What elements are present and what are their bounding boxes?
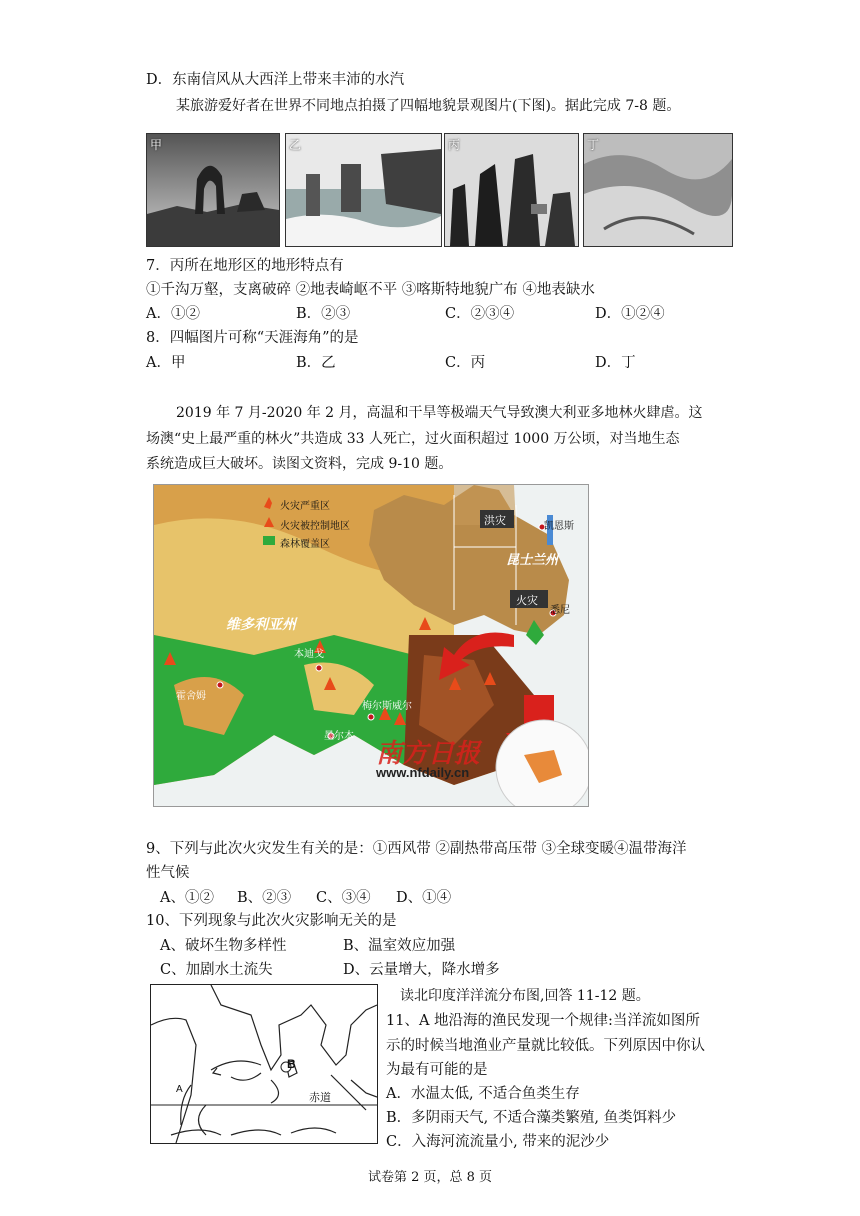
label-fire: 火灾 bbox=[516, 595, 538, 607]
q8-option-d[interactable]: D．丁 bbox=[595, 355, 636, 371]
city-horsham: 霍舍姆 bbox=[176, 691, 206, 702]
q7-option-d[interactable]: D．①②④ bbox=[595, 306, 665, 322]
q8-option-b[interactable]: B．乙 bbox=[296, 355, 336, 371]
q9-option-b[interactable]: B、②③ bbox=[237, 890, 292, 906]
city-marysville: 梅尔斯威尔 bbox=[362, 701, 412, 712]
q9-stem-line2: 性气候 bbox=[146, 865, 190, 881]
intro-9-10-line2: 场澳“史上最严重的林火”共造成 33 人死亡，过火面积超过 1000 万公顷，对当地生态 bbox=[146, 431, 680, 447]
city-cairns: 凯恩斯 bbox=[544, 521, 574, 532]
legend-controlled: 火灾被控制地区 bbox=[280, 521, 350, 532]
label-b: B bbox=[287, 1057, 296, 1071]
q7-option-a[interactable]: A．①② bbox=[146, 306, 200, 322]
indian-ocean-current-map bbox=[150, 984, 378, 1144]
label-equator: 赤道 bbox=[309, 1092, 331, 1104]
label-queensland: 昆士兰州 bbox=[506, 552, 559, 567]
photo-jia bbox=[146, 133, 280, 247]
q7-option-b[interactable]: B．②③ bbox=[296, 306, 351, 322]
intro-11-12: 读北印度洋洋流分布图,回答 11-12 题。 bbox=[400, 988, 650, 1004]
q11-stem-line3: 为最有可能的是 bbox=[386, 1062, 488, 1078]
label-flood: 洪灾 bbox=[484, 515, 506, 527]
photo-label: 丙 bbox=[448, 138, 461, 152]
q9-stem-line1: 9、下列与此次火灾发生有关的是：①西风带 ②副热带高压带 ③全球变暖④温带海洋 bbox=[146, 841, 687, 857]
photo-label: 甲 bbox=[150, 138, 163, 152]
page-footer: 试卷第 2 页，总 8 页 bbox=[367, 1170, 493, 1185]
photo-label: 丁 bbox=[587, 138, 600, 152]
q10-option-c[interactable]: C、加剧水土流失 bbox=[160, 962, 273, 978]
legend-severe: 火灾严重区 bbox=[280, 501, 330, 512]
q7-items: ①千沟万壑，支离破碎 ②地表崎岖不平 ③喀斯特地貌广布 ④地表缺水 bbox=[146, 282, 595, 298]
legend-forest: 森林覆盖区 bbox=[280, 539, 330, 550]
photo-bing bbox=[444, 133, 579, 247]
intro-9-10-line1: 2019 年 7 月-2020 年 2 月，高温和干旱等极端天气导致澳大利亚多地林火肆虐。这 bbox=[176, 405, 703, 421]
photo-label: 乙 bbox=[289, 138, 302, 152]
q11-option-c[interactable]: C．入海河流流量小, 带来的泥沙少 bbox=[386, 1134, 610, 1150]
intro-9-10-line3: 系统造成巨大破坏。读图文资料，完成 9-10 题。 bbox=[146, 456, 453, 472]
watermark-url: www.nfdaily.cn bbox=[376, 765, 470, 780]
q10-stem: 10、下列现象与此次火灾影响无关的是 bbox=[146, 913, 397, 929]
intro-7-8: 某旅游爱好者在世界不同地点拍摄了四幅地貌景观图片(下图)。据此完成 7-8 题。 bbox=[176, 98, 681, 114]
q9-option-d[interactable]: D、①④ bbox=[396, 890, 452, 906]
photo-ding bbox=[583, 133, 733, 247]
q11-stem-line1: 11、A 地沿海的渔民发现一个规律:当洋流如图所 bbox=[386, 1013, 700, 1029]
q10-option-b[interactable]: B、温室效应加强 bbox=[343, 938, 456, 954]
australia-fire-map bbox=[153, 484, 589, 807]
label-victoria: 维多利亚州 bbox=[226, 616, 296, 632]
q9-option-c[interactable]: C、③④ bbox=[316, 890, 371, 906]
label-a: A bbox=[176, 1084, 183, 1095]
city-bendigo: 本迪戈 bbox=[294, 649, 324, 660]
q7-option-c[interactable]: C．②③④ bbox=[445, 306, 515, 322]
city-melbourne: 墨尔本 bbox=[324, 731, 354, 742]
q8-option-a[interactable]: A．甲 bbox=[146, 355, 186, 371]
q10-option-d[interactable]: D、云量增大，降水增多 bbox=[343, 962, 500, 978]
photo-yi bbox=[285, 133, 442, 247]
q6-option-d: D．东南信风从大西洋上带来丰沛的水汽 bbox=[146, 72, 405, 88]
q8-stem: 8．四幅图片可称“天涯海角”的是 bbox=[146, 330, 359, 346]
q9-option-a[interactable]: A、①② bbox=[160, 890, 214, 906]
q11-stem-line2: 示的时候当地渔业产量就比较低。下列原因中你认 bbox=[386, 1038, 705, 1054]
q10-option-a[interactable]: A、破坏生物多样性 bbox=[160, 938, 287, 954]
city-sydney: 悉尼 bbox=[550, 605, 570, 616]
q11-option-b[interactable]: B．多阴雨天气, 不适合藻类繁殖, 鱼类饵料少 bbox=[386, 1110, 677, 1126]
q11-option-a[interactable]: A．水温太低, 不适合鱼类生存 bbox=[386, 1086, 580, 1102]
watermark: 南方日报 bbox=[376, 739, 481, 769]
q8-option-c[interactable]: C．丙 bbox=[445, 355, 486, 371]
q7-stem: 7．丙所在地形区的地形特点有 bbox=[146, 258, 344, 274]
